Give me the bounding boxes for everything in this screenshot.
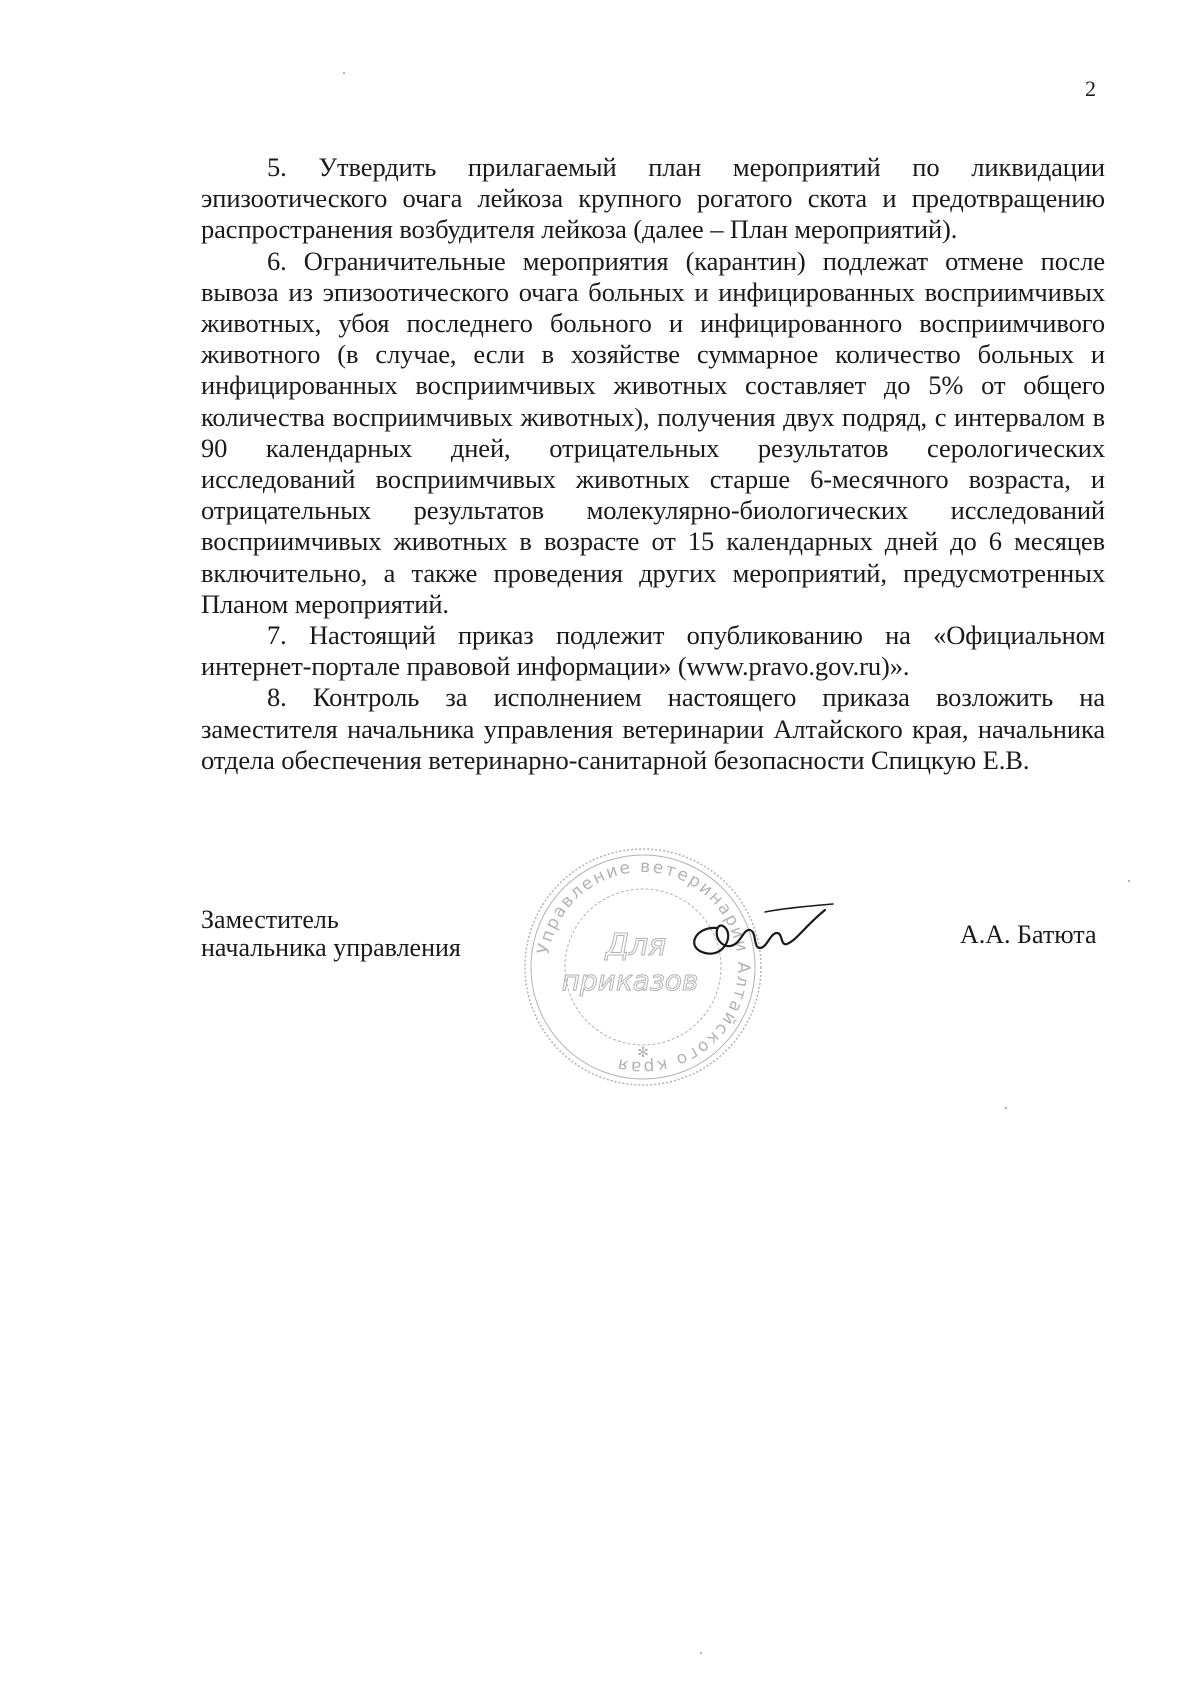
stamp-ring-text: Управление ветеринарии Алтайского края: [533, 856, 754, 1078]
scan-speck: [700, 1652, 702, 1654]
document-body: [201, 152, 1105, 776]
signatory-position-line2: начальника управления: [201, 933, 461, 962]
stamp-star-icon: ✻: [637, 1045, 649, 1061]
signatory-name: А.А. Батюта: [960, 920, 1097, 949]
handwritten-signature: [665, 898, 835, 973]
paragraph-5: 5. Утвердить прилагаемый план мероприятий по ликвидации эпизоотического очага лейкоза крупного рогатого скота и предотвращению распространения возбудителя лейкоза (далее – План мероприятий).: [201, 152, 1105, 245]
signatory-position-line1: Заместитель: [201, 905, 339, 934]
page-number: 2: [1085, 76, 1096, 101]
stamp-center-line1: Для: [605, 928, 667, 963]
stamp-center-line2: приказов: [561, 964, 699, 997]
signatory-position: [201, 906, 461, 962]
paragraph-6: 6. Ограничительные мероприятия (карантин) подлежат отмене после вывоза из эпизоотического очага больных и инфицированных восприимчивых животных, убоя последнего больного и инфицированного восприимчивого животного (в случае, если в хозяйстве суммарное количество больных и инфицированных восприимчивых животных составляет до 5% от общего количества восприимчивых животных), получения двух подряд, с интервалом в 90 календарных дней, отрицательных результатов серологических исследований восприимчивых животных старше 6-месячного возраста, и отрицательных результатов молекулярно-биологических исследований восприимчивых животных в возрасте от 15 календарных дней до 6 месяцев включительно, а также проведения других мероприятий, предусмотренных Планом мероприятий.: [201, 245, 1105, 619]
scan-speck: [1128, 880, 1130, 882]
paragraph-8: 8. Контроль за исполнением настоящего приказа возложить на заместителя начальника управления ветеринарии Алтайского края, начальника отдела обеспечения ветеринарно-санитарной безопасности Спицкую Е.В.: [201, 682, 1105, 775]
scan-speck: [343, 72, 345, 74]
paragraph-7: 7. Настоящий приказ подлежит опубликованию на «Официальном интернет-портале правовой информации» (www.pravo.gov.ru)».: [201, 620, 1105, 682]
scan-speck: [1005, 1107, 1007, 1109]
